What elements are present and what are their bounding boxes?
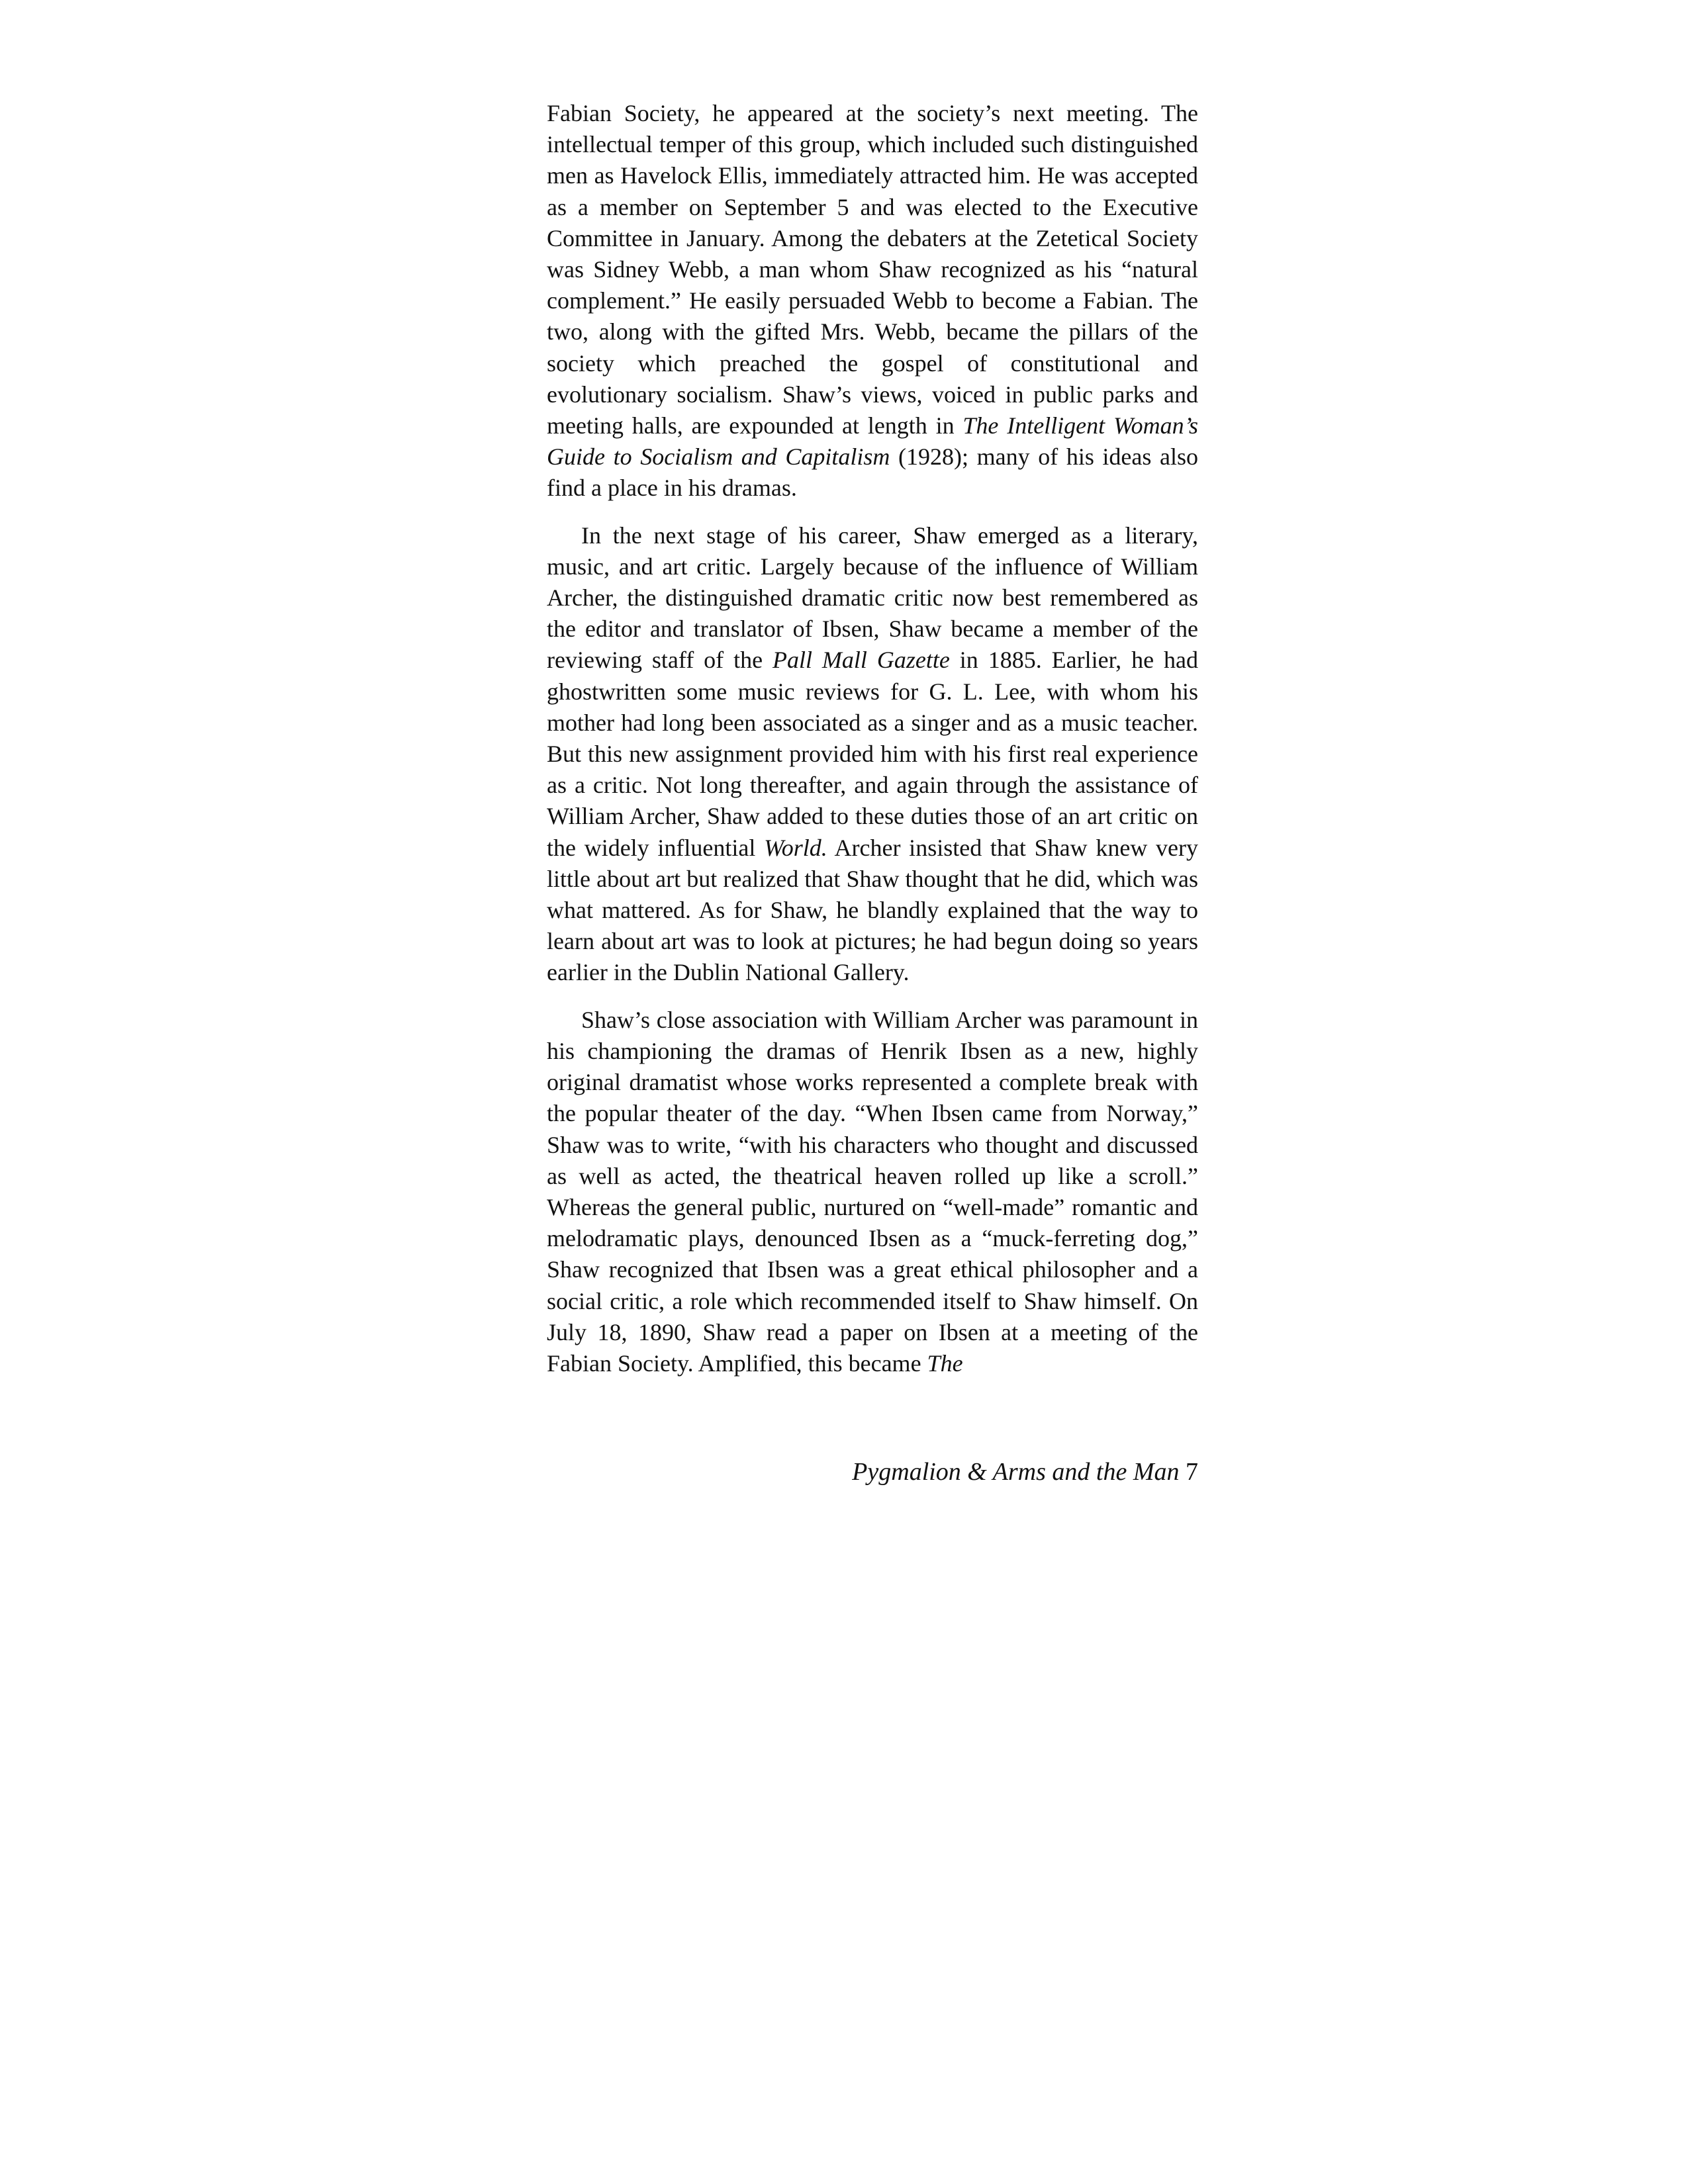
- paragraph-critic-career: [547, 520, 1198, 989]
- text-segment: Archer insisted that Shaw knew very little about art but realized that Shaw thought that he did, which was what mattered. As for Shaw, he blandly explained that the way to learn about art was to look at pictures; he had begun doing so years earlier in the Dublin National Gallery.: [547, 834, 1199, 986]
- publication-pall-mall-gazette: Pall Mall Gazette: [773, 647, 950, 674]
- text-segment: In the next stage of his career, Shaw emerged as a literary, music, and art critic. Largely because of the influence of William Archer, the distinguished dramatic critic now best remembered as the editor and translator of Ibsen, Shaw became a member of the reviewing staff of the: [547, 522, 1198, 674]
- body-text: [547, 98, 1198, 1379]
- text-segment: Shaw’s close association with William Archer was paramount in his championing the dramas of Henrik Ibsen as a new, highly original dramatist whose works represented a complete break with the popular theater of the day. “When Ibsen came from Norway,” Shaw was to write, “with his characters who thought and discussed as well as acted, the theatrical heaven rolled up like a scroll.” Whereas the general public, nurtured on “well-made” romantic and melodramatic plays, denounced Ibsen as a “muck-ferreting dog,” Shaw recognized that Ibsen was a great ethical philosopher and a social critic, a role which recommended itself to Shaw himself. On July 18, 1890, Shaw read a paper on Ibsen at a meeting of the Fabian Society. Amplified, this became: [547, 1006, 1198, 1377]
- footer-book-title: Pygmalion & Arms and the Man: [852, 1458, 1180, 1486]
- text-segment: Fabian Society, he appeared at the society’s next meeting. The intellectual temper of this group, which included such distinguished men as Havelock Ellis, immediately attracted him. He was accepted as a member on September 5 and was elected to the Executive Committee in January. Among the debaters at the Zetetical Society was Sidney Webb, a man whom Shaw recognized as his “natural complement.” He easily persuaded Webb to become a Fabian. The two, along with the gifted Mrs. Webb, became the pillars of the society which preached the gospel of constitutional and evolutionary socialism. Shaw’s views, voiced in public parks and meeting halls, are expounded at length in: [547, 100, 1198, 439]
- book-title-intelligent-womans-guide: The Intelligent Woman’s Guide to Socialism and Capitalism: [547, 412, 1198, 471]
- publication-world: World.: [764, 834, 827, 861]
- running-footer: [547, 1456, 1198, 1488]
- text-segment: in 1885. Earlier, he had ghostwritten some music reviews for G. L. Lee, with whom his mother had long been associated as a singer and as a music teacher. But this new assignment provided him with his first real experience as a critic. Not long thereafter, and again through the assistance of William Archer, Shaw added to these duties those of an art critic on the widely influential: [547, 647, 1198, 861]
- text-segment: (1928); many of his ideas also find a place in his dramas.: [547, 443, 1199, 502]
- paragraph-ibsen: [547, 1005, 1198, 1379]
- paragraph-fabian-society: [547, 98, 1198, 504]
- italic-the: The: [927, 1349, 963, 1377]
- page-number: 7: [1186, 1458, 1198, 1486]
